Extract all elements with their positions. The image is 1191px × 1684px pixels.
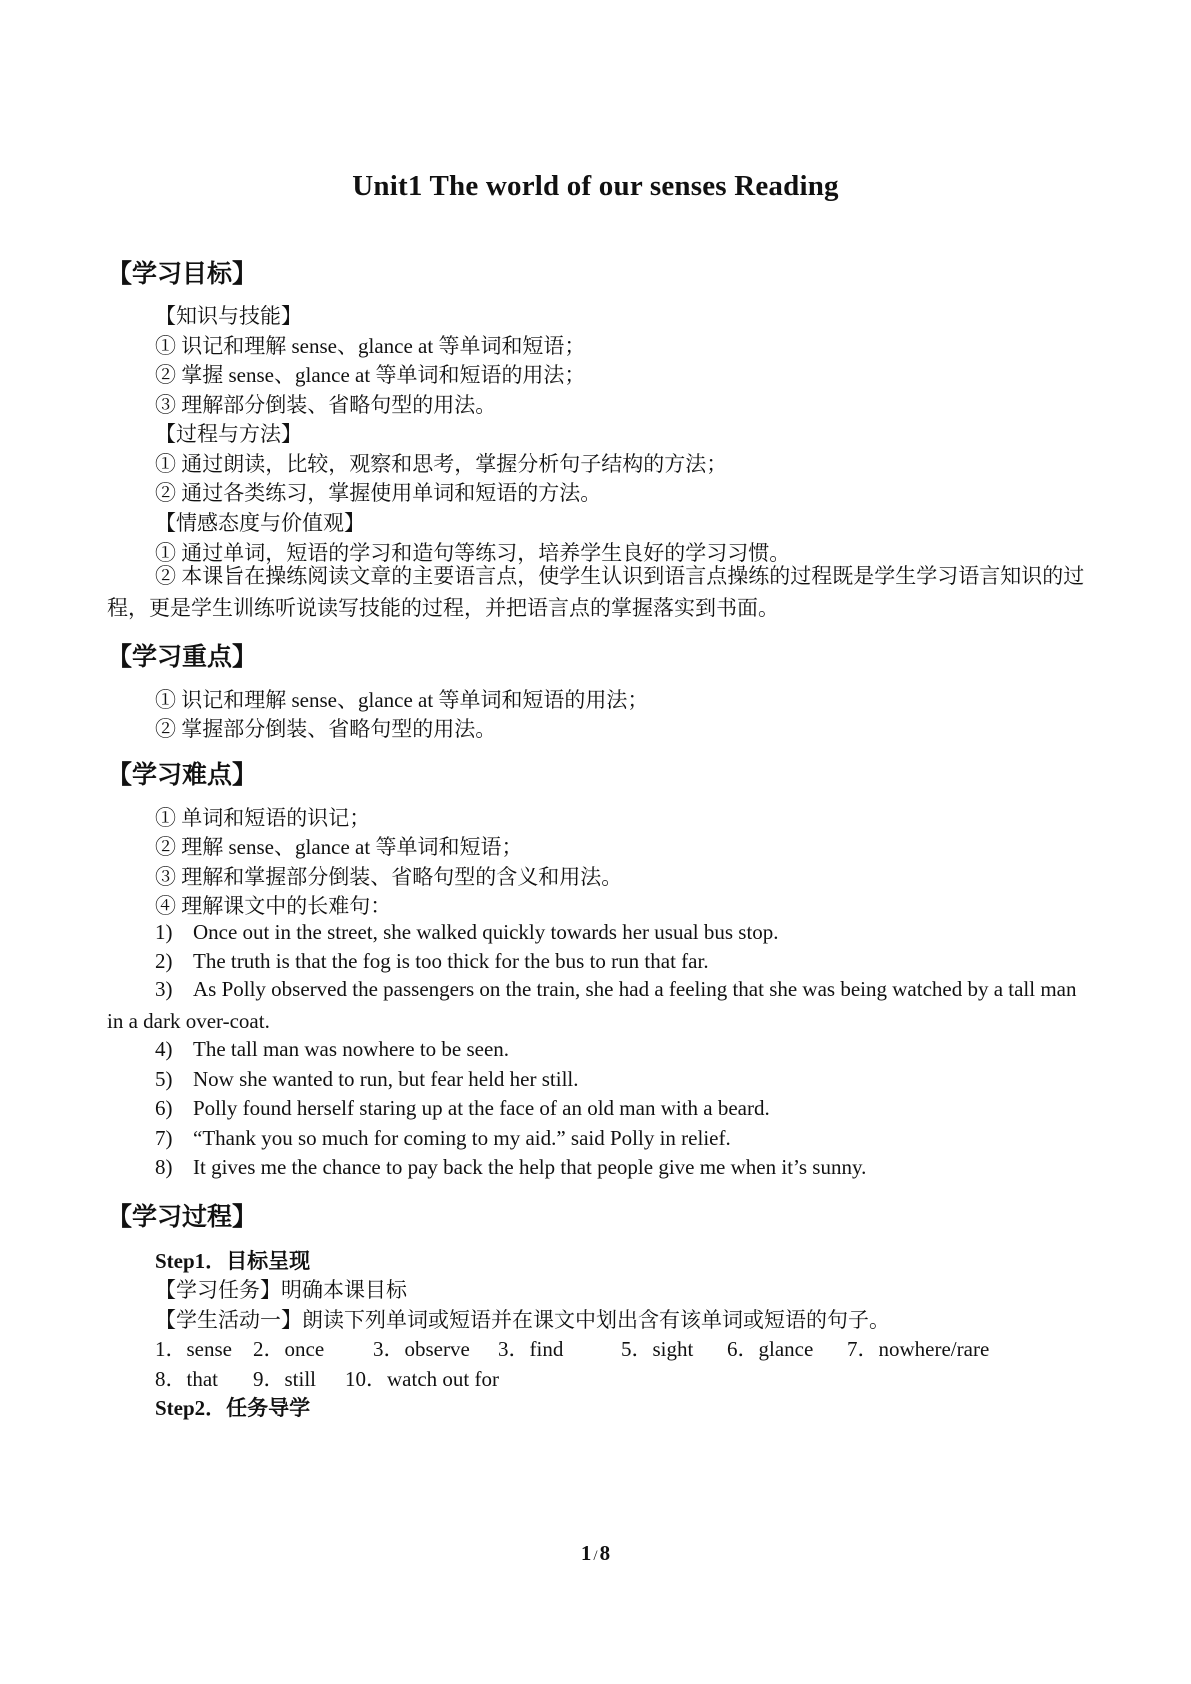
word-item: 7．nowhere/rare	[847, 1337, 990, 1361]
list-item: ② 通过各类练习，掌握使用单词和短语的方法。	[155, 481, 602, 505]
list-item: ③ 理解和掌握部分倒装、省略句型的含义和用法。	[155, 865, 623, 889]
sentence-item: 6) Polly found herself staring up at the face of an old man with a beard.	[155, 1096, 770, 1120]
list-item: ④ 理解课文中的长难句：	[155, 894, 392, 918]
subheading-process: 【过程与方法】	[155, 422, 302, 446]
list-item: ③ 理解部分倒装、省略句型的用法。	[155, 393, 497, 417]
sentence-item: 3) As Polly observed the passengers on the train, she had a feeling that she was being watched by a tall man in a dark over-coat.	[107, 977, 1077, 1033]
page-number: 1 /8	[580, 1541, 611, 1565]
list-item: ① 识记和理解 sense、glance at 等单词和短语的用法；	[155, 688, 649, 712]
list-item: ① 通过朗读，比较，观察和思考，掌握分析句子结构的方法；	[155, 452, 728, 476]
page-title: Unit1 The world of our senses Reading	[352, 170, 839, 202]
subheading-knowledge: 【知识与技能】	[155, 304, 302, 328]
step2-heading: Step2．任务导学	[155, 1396, 311, 1420]
sentence-item: 1) Once out in the street, she walked quickly towards her usual bus stop.	[155, 920, 779, 944]
list-item: ② 理解 sense、glance at 等单词和短语；	[155, 835, 523, 859]
section-heading-objectives: 【学习目标】	[107, 259, 258, 288]
list-item: ① 识记和理解 sense、glance at 等单词和短语；	[155, 334, 586, 358]
section-heading-key-points: 【学习重点】	[107, 642, 258, 671]
word-item: 6．glance	[727, 1337, 814, 1361]
list-item: ② 掌握 sense、glance at 等单词和短语的用法；	[155, 363, 586, 387]
list-item-paragraph: ② 本课旨在操练阅读文章的主要语言点，使学生认识到语言点操练的过程既是学生学习语言知识的过程，更是学生训练听说读写技能的过程，并把语言点的掌握落实到书面。	[107, 564, 1085, 620]
word-item: 9．still	[253, 1367, 317, 1391]
word-item: 2．once	[253, 1337, 325, 1361]
sentence-item: 5) Now she wanted to run, but fear held her still.	[155, 1067, 579, 1091]
list-item: ② 掌握部分倒装、省略句型的用法。	[155, 717, 497, 741]
activity-line: 【学生活动一】朗读下列单词或短语并在课文中划出含有该单词或短语的句子。	[155, 1308, 890, 1332]
word-item: 5．sight	[621, 1337, 694, 1361]
sentence-item: 8) It gives me the chance to pay back the help that people give me when it’s sunny.	[155, 1155, 867, 1179]
task-line: 【学习任务】明确本课目标	[155, 1278, 407, 1302]
word-list-row	[155, 1363, 499, 1393]
sentence-item: 2) The truth is that the fog is too thick for the bus to run that far.	[155, 949, 709, 973]
word-item: 8．that	[155, 1367, 218, 1391]
list-item: ① 单词和短语的识记；	[155, 806, 371, 830]
section-heading-difficulties: 【学习难点】	[107, 760, 258, 789]
section-heading-process: 【学习过程】	[107, 1202, 258, 1231]
word-list-row	[155, 1333, 989, 1363]
word-item: 10．watch out for	[345, 1367, 499, 1391]
subheading-attitude: 【情感态度与价值观】	[155, 511, 365, 535]
list-item: ① 通过单词，短语的学习和造句等练习，培养学生良好的学习习惯。	[155, 541, 791, 565]
word-item: 3．find	[498, 1337, 564, 1361]
step1-heading: Step1．目标呈现	[155, 1249, 311, 1273]
sentence-item: 7) “Thank you so much for coming to my aid.” said Polly in relief.	[155, 1126, 731, 1150]
sentence-item: 4) The tall man was nowhere to be seen.	[155, 1037, 510, 1061]
word-item: 3．observe	[373, 1337, 470, 1361]
word-item: 1．sense	[155, 1337, 232, 1361]
